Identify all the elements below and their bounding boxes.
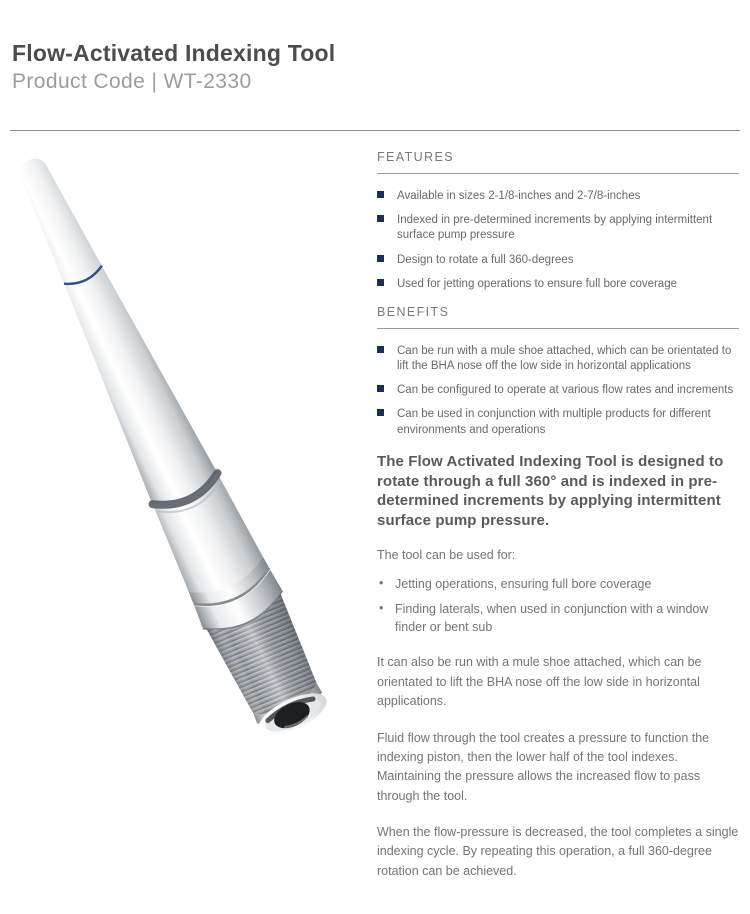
product-code: Product Code | WT-2330 [12, 70, 252, 93]
square-bullet-icon [377, 279, 384, 286]
header-divider [10, 130, 740, 131]
features-divider [377, 173, 739, 174]
square-bullet-icon [377, 191, 384, 198]
tool-body-upper [0, 145, 222, 513]
benefit-text: Can be used in conjunction with multiple products for different environments and operations [397, 408, 711, 436]
uses-list [377, 575, 739, 636]
use-item [377, 575, 739, 593]
page-header [12, 40, 335, 94]
product-photo [0, 140, 370, 910]
feature-text: Used for jetting operations to ensure full bore coverage [397, 277, 677, 290]
features-heading: FEATURES [377, 150, 454, 164]
feature-text: Indexed in pre-determined increments by applying intermittent surface pump pressure [397, 214, 713, 242]
benefits-heading: BENEFITS [377, 304, 450, 319]
benefits-section [377, 305, 739, 438]
benefit-text: Can be run with a mule shoe attached, which can be orientated to lift the BHA nose off the low side in horizontal applications [397, 344, 732, 373]
feature-text: Available in sizes 2-1/8-inches and 2-7/8-inches [397, 190, 641, 202]
features-list [377, 189, 739, 292]
benefits-divider [377, 328, 739, 329]
page-title: Flow-Activated Indexing Tool [12, 40, 336, 66]
feature-text: Design to rotate a full 360-degrees [397, 253, 574, 266]
feature-item [377, 189, 739, 204]
uses-label: The tool can be used for: [377, 547, 516, 562]
feature-item [377, 253, 739, 268]
use-item [377, 600, 739, 636]
dot-bullet-icon: • [379, 601, 384, 616]
dot-bullet-icon: • [379, 576, 384, 591]
feature-item [377, 277, 739, 292]
use-text: Finding laterals, when used in conjunction with a window finder or bent sub [395, 602, 709, 635]
features-section [377, 150, 739, 292]
square-bullet-icon [377, 409, 384, 416]
description-intro: The Flow Activated Indexing Tool is designed to rotate through a full 360° and is indexed in pre-determined increments by applying intermittent surface pump pressure. [377, 452, 724, 530]
square-bullet-icon [377, 385, 384, 392]
benefit-text: Can be configured to operate at various flow rates and increments [397, 384, 734, 397]
benefit-item [377, 407, 739, 437]
benefits-list [377, 344, 739, 438]
description-paragraph: It can also be run with a mule shoe attached, which can be orientated to lift the BHA nose off the low side in horizontal applications. [377, 655, 702, 709]
use-text: Jetting operations, ensuring full bore coverage [395, 577, 652, 592]
content-column [377, 150, 739, 881]
square-bullet-icon [377, 255, 384, 262]
description-paragraph: When the flow-pressure is decreased, the tool completes a single indexing cycle. By repeating this operation, a full 360-degree rotation can be achieved. [377, 825, 739, 878]
tool-image [0, 140, 370, 910]
benefit-item [377, 383, 739, 398]
square-bullet-icon [377, 346, 384, 353]
benefit-item [377, 344, 739, 374]
feature-item [377, 213, 739, 243]
description-paragraph: Fluid flow through the tool creates a pressure to function the indexing piston, then the lower half of the tool indexes. Maintaining the pressure allows the increased flow to pass through the tool. [377, 730, 710, 803]
square-bullet-icon [377, 215, 384, 222]
